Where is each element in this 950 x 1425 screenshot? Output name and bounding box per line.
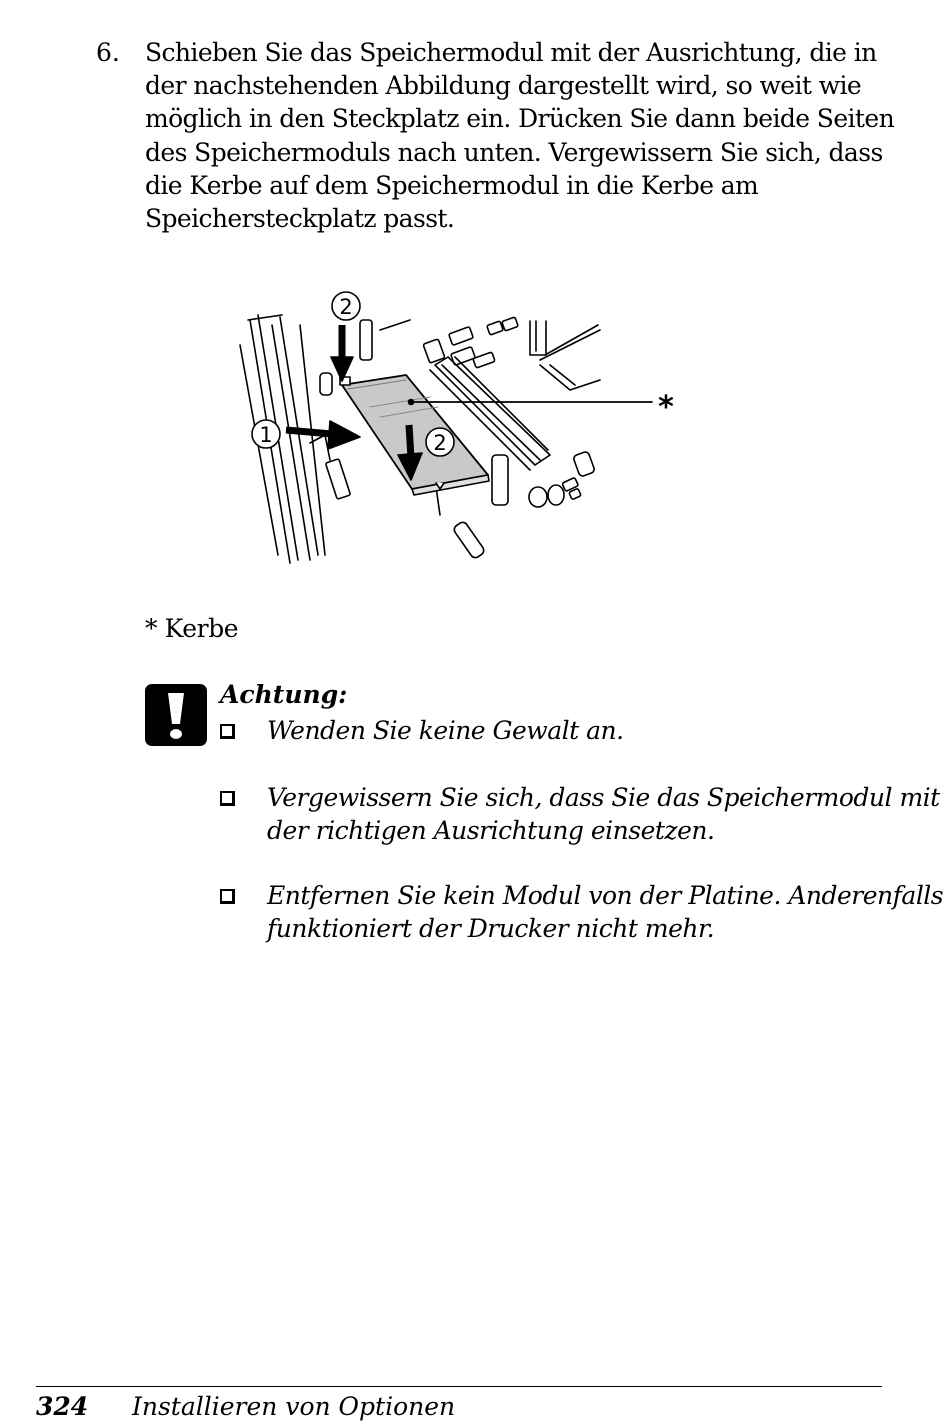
memory-module-illustration bbox=[230, 285, 690, 575]
caution-line: Entfernen Sie kein Modul von der Platine. Anderenfalls bbox=[267, 881, 944, 910]
caution-line: der richtigen Ausrichtung einsetzen. bbox=[267, 815, 715, 845]
caution-line: Wenden Sie keine Gewalt an. bbox=[267, 716, 624, 745]
step-number: 6. bbox=[96, 38, 120, 67]
callout-2-top: 2 bbox=[339, 295, 353, 319]
caution-item-text bbox=[267, 782, 940, 847]
figure-legend: * Kerbe bbox=[145, 614, 239, 643]
step-line: Schieben Sie das Speichermodul mit der Ausrichtung, die in bbox=[145, 38, 877, 67]
step-line: des Speichermoduls nach unten. Vergewissern Sie sich, dass bbox=[145, 137, 883, 167]
callout-2-bottom: 2 bbox=[433, 431, 447, 455]
step-line: Speichersteckplatz passt. bbox=[145, 204, 455, 234]
section-title: Installieren von Optionen bbox=[132, 1392, 456, 1421]
checkbox-bullet-icon bbox=[220, 724, 235, 739]
step-line: möglich in den Steckplatz ein. Drücken Sie dann beide Seiten bbox=[145, 104, 895, 134]
notch-leader bbox=[409, 400, 653, 405]
memory-module bbox=[340, 375, 489, 495]
exclamation-icon bbox=[145, 684, 207, 746]
page-number: 324 bbox=[36, 1392, 89, 1421]
checkbox-bullet-icon bbox=[220, 791, 235, 806]
caution-item-text bbox=[267, 715, 624, 748]
caution-line: funktioniert der Drucker nicht mehr. bbox=[267, 913, 715, 943]
press-down-arrow-top bbox=[331, 325, 353, 381]
step-line: die Kerbe auf dem Speichermodul in die Kerbe am bbox=[145, 170, 759, 200]
step-line: der nachstehenden Abbildung dargestellt wird, so weit wie bbox=[145, 71, 862, 101]
step-text bbox=[145, 36, 895, 235]
caution-title: Achtung: bbox=[220, 680, 348, 709]
callout-1: 1 bbox=[259, 423, 273, 447]
caution-item-text bbox=[267, 880, 943, 945]
notch-marker: * bbox=[658, 390, 674, 425]
checkbox-bullet-icon bbox=[220, 889, 235, 904]
caution-line: Vergewissern Sie sich, dass Sie das Speichermodul mit bbox=[267, 783, 940, 812]
footer-rule bbox=[36, 1386, 882, 1387]
